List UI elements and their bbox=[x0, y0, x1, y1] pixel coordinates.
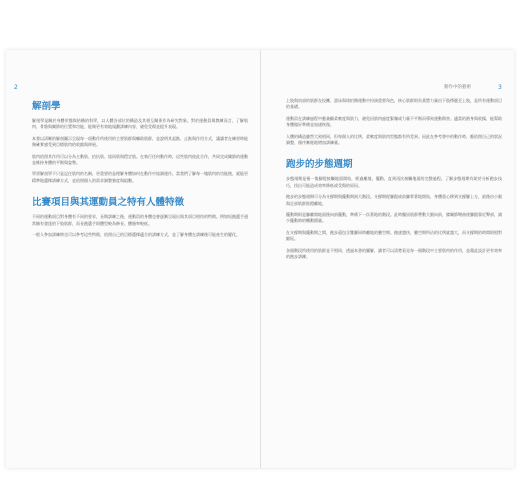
paragraph: 步態週期是指一隻腳從接觸地面開始，經過離地、擺動，直到再次接觸地面的完整過程。了解步態週期有助於分析跑步技巧，找出可能造成效率降低或受傷的原因。 bbox=[286, 176, 502, 188]
section-title-athlete-traits: 比賽項目與其運動員之特有人體特徵 bbox=[32, 197, 185, 209]
paragraph: 人體的構造雖然大致相同，但每個人的比例、柔軟度與肌肉型態都有所差異。因此在參考書中的動作時，應依照自己的狀況調整，循序漸進地增加訓練量。 bbox=[286, 133, 502, 146]
paragraph: 運動員在訓練過程中應兼顧柔軟度與肌力，避免因肌肉過度緊繃或力量不平衡而導致運動傷害。適當的熱身與收操，能幫助身體做好準備並加速恢復。 bbox=[286, 115, 502, 128]
paragraph: 本書以清晰的解剖圖示呈現每一項動作所使用的主要肌群與輔助肌群，並說明其起點、止點與作用方式，讓讀者在練習時能夠確實感受到目標肌肉的收縮與伸展。 bbox=[32, 135, 248, 148]
paragraph: 不同的運動項目對身體有不同的要求，長期訓練之後，運動員的身體也會逐漸呈現出與其項目相符的特徵。例如短跑選手通常擁有發達的下肢肌群，而長跑選手則體型較為修長、體脂率較低。 bbox=[32, 214, 248, 226]
paragraph: 解剖學是關於身體形態與結構的科學，以人體各部位的構造及其相互關係作為研究對象。對於運動員與教練而言，了解肌肉、骨骼與關節的位置和功能，能夠更有效地規劃訓練內容，避免受傷並提升表現。 bbox=[32, 118, 248, 130]
running-header: 動作中的藝術 bbox=[444, 85, 471, 90]
paragraph: 各個階段所使用的肌群並不相同，透過本書的圖解，讀者可以清楚看見每一個階段中主要肌肉的作用，並藉此設計更有效率的跑步訓練。 bbox=[286, 247, 502, 260]
paragraph: 在支撐期與擺動期之間，跑步還包含雙腳同時離地的騰空期。跑速越快，騰空期所佔的比例就越大，而支撐期的時間則相對縮短。 bbox=[286, 229, 502, 242]
right-page bbox=[286, 98, 502, 266]
page-number-right: 3 bbox=[498, 84, 502, 91]
paragraph: 一般人參加訓練時也可以參考這些特徵，依照自己的目標選擇適合的訓練方式，並了解身體在訓練後可能產生的變化。 bbox=[32, 232, 240, 238]
paragraph: 上肢與肩部的肌群在投擲、游泳與球拍類運動中扮演重要角色，核心肌群則負責將力量由下肢傳遞至上肢，是所有運動項目的基礎。 bbox=[286, 98, 502, 110]
section-title-gait-cycle: 跑步的步態週期 bbox=[286, 159, 353, 171]
page-gutter bbox=[260, 50, 261, 468]
paragraph: 學習解剖學不只是記住肌肉的名稱，更重要的是理解身體如何在動作中協調運作。當我們了解每一塊肌肉的功能後，就能更精準地選擇訓練方式，並依照個人的需求調整強度與組數。 bbox=[32, 171, 248, 183]
section-title-anatomy: 解剖學 bbox=[32, 101, 61, 112]
left-page bbox=[32, 98, 248, 243]
paragraph: 擺動期則是腳離開地面後向前擺動，準備下一次著地的階段。此時髖屈肌群帶動大腿向前，膝關節彎曲使腳跟靠近臀部，減少擺動時的轉動慣量。 bbox=[286, 212, 502, 224]
paragraph: 肌肉依照其作用可以分為主動肌、拮抗肌、協同肌與穩定肌。在執行任何動作時，這些肌肉彼此合作，共同完成關節的運動並維持身體的平衡與姿勢。 bbox=[32, 153, 248, 166]
page-number-left: 2 bbox=[14, 84, 18, 91]
paragraph: 跑步的步態週期可分為支撐期與擺動期兩大階段。支撐期從腳跟或前腳掌著地開始，身體重心移到支撐腳上方，最後由小腿與足部肌群推蹬離地。 bbox=[286, 194, 502, 206]
